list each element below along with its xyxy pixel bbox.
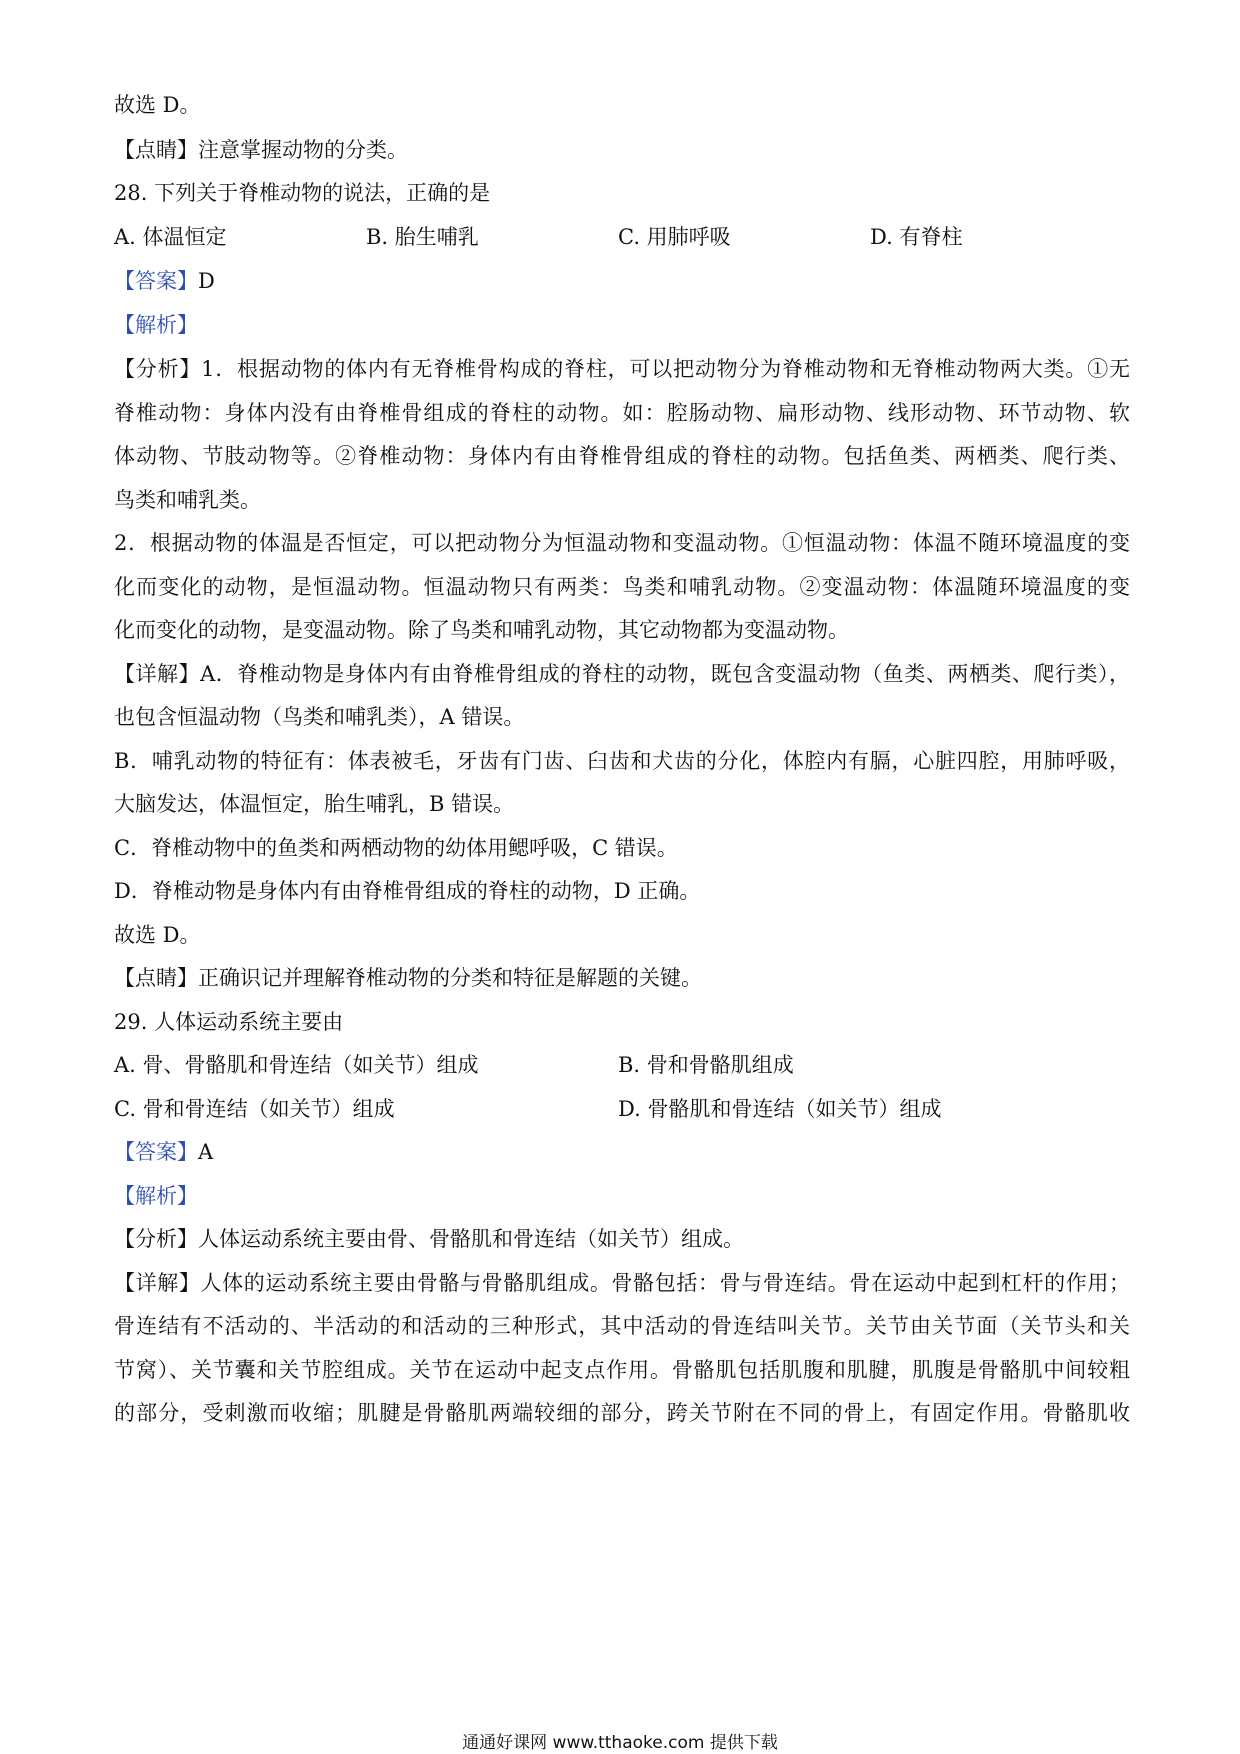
page-footer: 通通好课网 www.tthaoke.com 提供下载	[462, 1733, 778, 1753]
question-29-options-row2	[114, 1094, 1130, 1124]
analysis-line: 体动物、节肢动物等。②脊椎动物：身体内有由脊椎骨组成的脊柱的动物。包括鱼类、两栖类、爬行类、	[114, 444, 1130, 468]
analysis-line: 化而变化的动物，是变温动物。除了鸟类和哺乳动物，其它动物都为变温动物。	[114, 618, 849, 642]
q29-option-c: C. 骨和骨连结（如关节）组成	[114, 1097, 395, 1121]
question-28-options	[114, 222, 1130, 252]
answer-value: A	[198, 1140, 214, 1164]
q29-option-d: D. 骨骼肌和骨连结（如关节）组成	[618, 1097, 942, 1121]
answer-label: 【答案】	[114, 269, 198, 293]
detail-line: B．哺乳动物的特征有：体表被毛，牙齿有门齿、臼齿和犬齿的分化，体腔内有膈，心脏四腔，用肺呼吸，	[114, 749, 1130, 773]
q28-option-c: C. 用肺呼吸	[618, 225, 731, 249]
analysis-line: 鸟类和哺乳类。	[114, 488, 261, 512]
question-29-stem: 29. 人体运动系统主要由	[114, 1010, 344, 1034]
detail-line: 节窝）、关节囊和关节腔组成。关节在运动中起支点作用。骨骼肌包括肌腹和肌腱，肌腹是骨骼肌中间较粗	[114, 1358, 1130, 1382]
detail-line: 也包含恒温动物（鸟类和哺乳类），A 错误。	[114, 705, 525, 729]
detail-line: D．脊椎动物是身体内有由脊椎骨组成的脊柱的动物，D 正确。	[114, 879, 701, 903]
q28-option-b: B. 胎生哺乳	[366, 225, 479, 249]
q28-option-d: D. 有脊柱	[870, 225, 963, 249]
q29-option-b: B. 骨和骨骼肌组成	[618, 1053, 794, 1077]
q28-option-a: A. 体温恒定	[114, 225, 227, 249]
analysis-line: 【分析】人体运动系统主要由骨、骨骼肌和骨连结（如关节）组成。	[114, 1227, 744, 1251]
conclusion-line: 故选 D。	[114, 923, 201, 947]
q29-answer	[114, 1137, 1130, 1167]
q28-answer	[114, 266, 1130, 296]
tip-line: 【点睛】注意掌握动物的分类。	[114, 138, 408, 162]
tip-line: 【点睛】正确识记并理解脊椎动物的分类和特征是解题的关键。	[114, 966, 702, 990]
answer-value: D	[198, 269, 215, 293]
analysis-line: 脊椎动物：身体内没有由脊椎骨组成的脊柱的动物。如：腔肠动物、扁形动物、线形动物、环节动物、软	[114, 401, 1130, 425]
q29-analysis-label: 【解析】	[114, 1184, 198, 1208]
conclusion-line: 故选 D。	[114, 93, 201, 117]
question-29-options-row1	[114, 1050, 1130, 1080]
q28-analysis-label: 【解析】	[114, 313, 198, 337]
detail-line: 骨连结有不活动的、半活动的和活动的三种形式，其中活动的骨连结叫关节。关节由关节面（关节头和关	[114, 1314, 1130, 1338]
q29-option-a: A. 骨、骨骼肌和骨连结（如关节）组成	[114, 1053, 479, 1077]
answer-label: 【答案】	[114, 1140, 198, 1164]
detail-line: 【详解】A．脊椎动物是身体内有由脊椎骨组成的脊柱的动物，既包含变温动物（鱼类、两栖类、爬行类），	[114, 662, 1130, 686]
analysis-line: 2．根据动物的体温是否恒定，可以把动物分为恒温动物和变温动物。①恒温动物：体温不随环境温度的变	[114, 531, 1130, 555]
detail-line: C．脊椎动物中的鱼类和两栖动物的幼体用鳃呼吸，C 错误。	[114, 836, 678, 860]
detail-line: 大脑发达，体温恒定，胎生哺乳，B 错误。	[114, 792, 515, 816]
detail-line: 的部分，受刺激而收缩；肌腱是骨骼肌两端较细的部分，跨关节附在不同的骨上，有固定作用。骨骼肌收	[114, 1401, 1130, 1425]
analysis-line: 化而变化的动物，是恒温动物。恒温动物只有两类：鸟类和哺乳动物。②变温动物：体温随环境温度的变	[114, 575, 1130, 599]
question-28-stem: 28. 下列关于脊椎动物的说法，正确的是	[114, 181, 491, 205]
detail-line: 【详解】人体的运动系统主要由骨骼与骨骼肌组成。骨骼包括：骨与骨连结。骨在运动中起到杠杆的作用；	[114, 1271, 1130, 1295]
analysis-line: 【分析】1．根据动物的体内有无脊椎骨构成的脊柱，可以把动物分为脊椎动物和无脊椎动物两大类。①无	[114, 357, 1130, 381]
